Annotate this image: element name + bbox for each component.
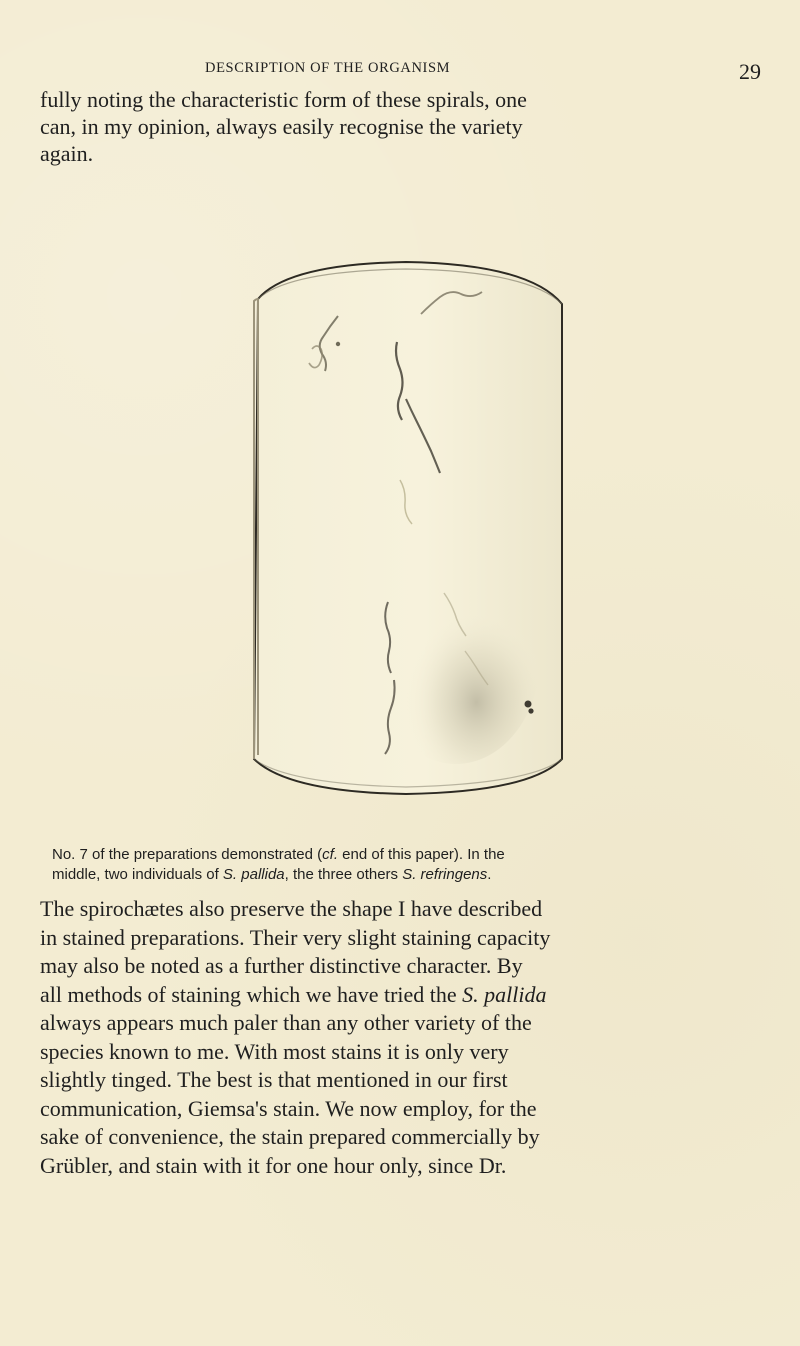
caption-line-1	[52, 845, 752, 865]
body-line-5: always appears much paler than any other variety of the	[40, 1010, 532, 1035]
caption-line-2	[52, 865, 752, 885]
caption-text-1c: end of this paper). In the	[338, 846, 505, 863]
top-line-2: can, in my opinion, always easily recognise the variety	[40, 114, 523, 139]
specimen-dot-3	[336, 342, 340, 346]
body-paragraph	[40, 895, 760, 1180]
caption-text-2c: , the three others	[284, 866, 403, 883]
caption-text-2a: middle, two individuals of	[52, 866, 223, 883]
body-line-4a: all methods of staining which we have tried the	[40, 981, 463, 1007]
specimen-dot-1	[525, 701, 532, 708]
body-line-4b: S. pallida	[462, 981, 547, 1007]
body-line-7: slightly tinged. The best is that mentioned in our first	[40, 1067, 508, 1092]
body-line-10: Grübler, and stain with it for one hour only, since Dr.	[40, 1152, 507, 1178]
caption-text-1b: cf.	[322, 846, 338, 863]
specimen-dot-2	[528, 708, 533, 713]
body-line-8: communication, Giemsa's stain. We now employ, for the	[40, 1095, 537, 1121]
caption-text-2e: .	[487, 866, 492, 883]
running-title: DESCRIPTION OF THE ORGANISM	[205, 60, 451, 76]
body-line-4	[40, 981, 760, 1010]
running-head	[205, 59, 761, 84]
body-line-3: may also be noted as a further distinctive character. By	[40, 953, 523, 978]
caption-text-2d: S. refringens	[402, 866, 488, 883]
top-line-1: fully noting the characteristic form of these spirals, one	[40, 87, 527, 112]
caption-text-1a: No. 7 of the preparations demonstrated (	[52, 846, 323, 863]
top-line-3: again.	[40, 141, 94, 166]
body-line-2: in stained preparations. Their very slight staining capacity	[40, 924, 551, 950]
page-number: 29	[739, 59, 761, 84]
body-line-9: sake of convenience, the stain prepared commercially by	[40, 1124, 540, 1149]
figure-caption	[52, 845, 752, 885]
caption-text-2b: S. pallida	[222, 866, 285, 883]
body-line-6: species known to me. With most stains it is only very	[40, 1038, 509, 1064]
microscope-field-illustration	[246, 259, 568, 795]
top-paragraph	[40, 86, 760, 167]
body-line-1: The spirochætes also preserve the shape I have described	[40, 896, 543, 921]
figure-plate	[246, 259, 568, 795]
